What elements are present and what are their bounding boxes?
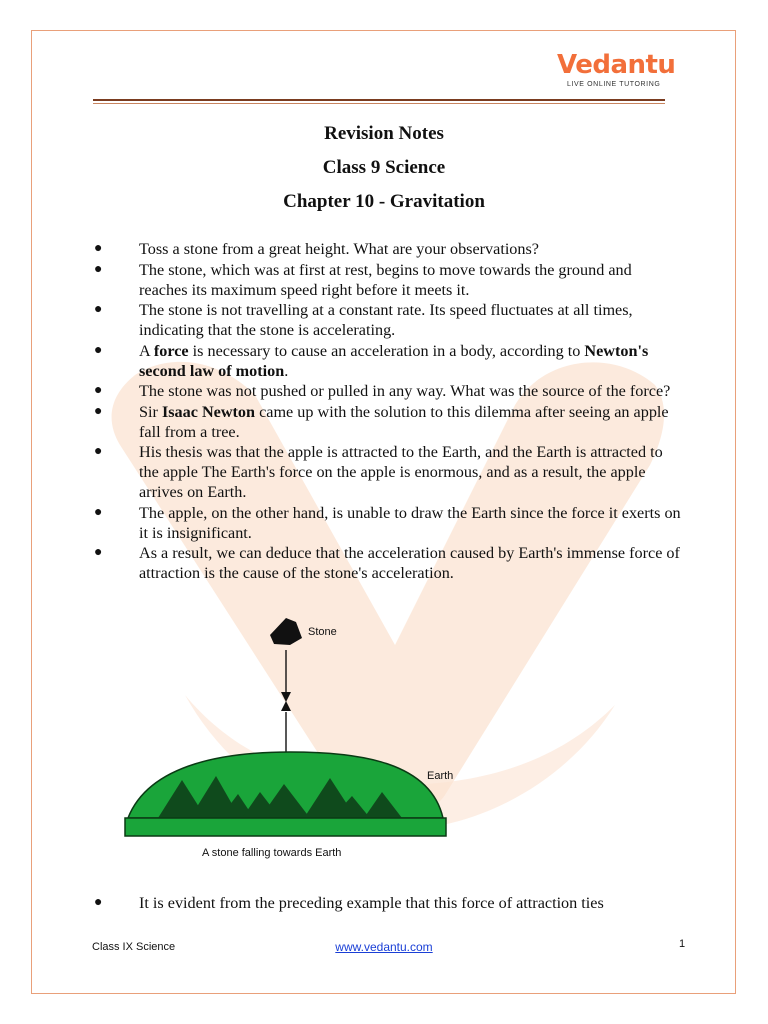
bullet-text: Toss a stone from a great height. What are your observations? <box>139 240 539 258</box>
earth-label: Earth <box>427 770 454 782</box>
list-item <box>92 442 682 502</box>
ground-strip <box>125 818 446 836</box>
bullet-dot-icon: ● <box>94 342 103 358</box>
bullet-text: The stone is not travelling at a constant rate. Its speed fluctuates at all times, indicating that the stone is accelerating. <box>139 301 633 339</box>
bullet-dot-icon: ● <box>94 895 103 910</box>
logo-wordmark: Vedantu <box>557 50 676 80</box>
bullet-dot-icon: ● <box>94 383 103 398</box>
bullet-text: The apple, on the other hand, is unable to draw the Earth since the force it exerts on it is insignificant. <box>139 503 681 542</box>
bullet-text: It is evident from the preceding example that this force of attraction ties <box>139 894 604 912</box>
title-class: Class 9 Science <box>322 157 446 178</box>
list-item <box>92 341 682 381</box>
bold-term: Newton's second law of motion <box>139 341 649 380</box>
bullet-dot-icon: ● <box>94 241 103 256</box>
logo-tagline: LIVE ONLINE TUTORING <box>567 81 661 88</box>
vedantu-logo <box>557 50 676 92</box>
list-item <box>92 239 682 259</box>
stone-label: Stone <box>308 626 337 638</box>
figure-caption: A stone falling towards Earth <box>202 847 342 859</box>
stone-falling-figure <box>120 612 465 862</box>
bullet-dot-icon: ● <box>94 302 103 317</box>
bullet-dot-icon: ● <box>94 545 103 560</box>
bullet-dot-icon: ● <box>94 444 103 459</box>
title-chapter: Chapter 10 - Gravitation <box>283 191 485 212</box>
bullet-text: His thesis was that the apple is attracted to the Earth, and the Earth is attracted to the apple The Earth's force on the apple is enormous, and as a result, the apple arrives on Earth. <box>139 443 663 501</box>
arrow-up-icon <box>281 701 291 711</box>
bullet-text: . <box>284 361 289 380</box>
list-item <box>92 543 682 583</box>
header-rule <box>93 99 665 101</box>
list-item <box>92 893 682 913</box>
bullet-text: Sir <box>139 402 162 421</box>
list-item <box>92 402 682 442</box>
stone-icon <box>270 618 302 645</box>
list-item <box>92 503 682 543</box>
bullet-dot-icon: ● <box>94 504 103 520</box>
bullet-text: The stone was not pushed or pulled in any way. What was the source of the force? <box>139 382 671 400</box>
header-rule-thin <box>93 103 665 104</box>
bullet-text: came up with the solution to this dilemma after seeing an apple fall from a tree. <box>139 402 669 441</box>
footer-website-link[interactable]: www.vedantu.com <box>335 940 433 954</box>
bullet-text: A <box>139 341 154 360</box>
list-item <box>92 300 682 340</box>
figure-drawing <box>120 612 465 862</box>
bullet-dot-icon: ● <box>94 403 103 419</box>
arrow-down-icon <box>281 692 291 702</box>
bold-term: force <box>153 341 189 360</box>
last-bullet <box>92 893 682 914</box>
title-revision-notes: Revision Notes <box>324 123 444 144</box>
bullet-text: As a result, we can deduce that the acceleration caused by Earth's immense force of attraction is the cause of the stone's acceleration. <box>139 544 680 582</box>
bullet-text: The stone, which was at first at rest, begins to move towards the ground and reaches its maximum speed right before it meets it. <box>139 260 632 299</box>
list-item <box>92 381 682 401</box>
bullet-list <box>92 239 682 584</box>
bold-term: Isaac Newton <box>161 402 256 421</box>
bullet-dot-icon: ● <box>94 261 103 277</box>
bullet-text: is necessary to cause an acceleration in a body, according to <box>188 341 585 360</box>
page-number: 1 <box>679 938 686 950</box>
footer-class: Class IX Science <box>92 941 176 953</box>
list-item <box>92 260 682 300</box>
